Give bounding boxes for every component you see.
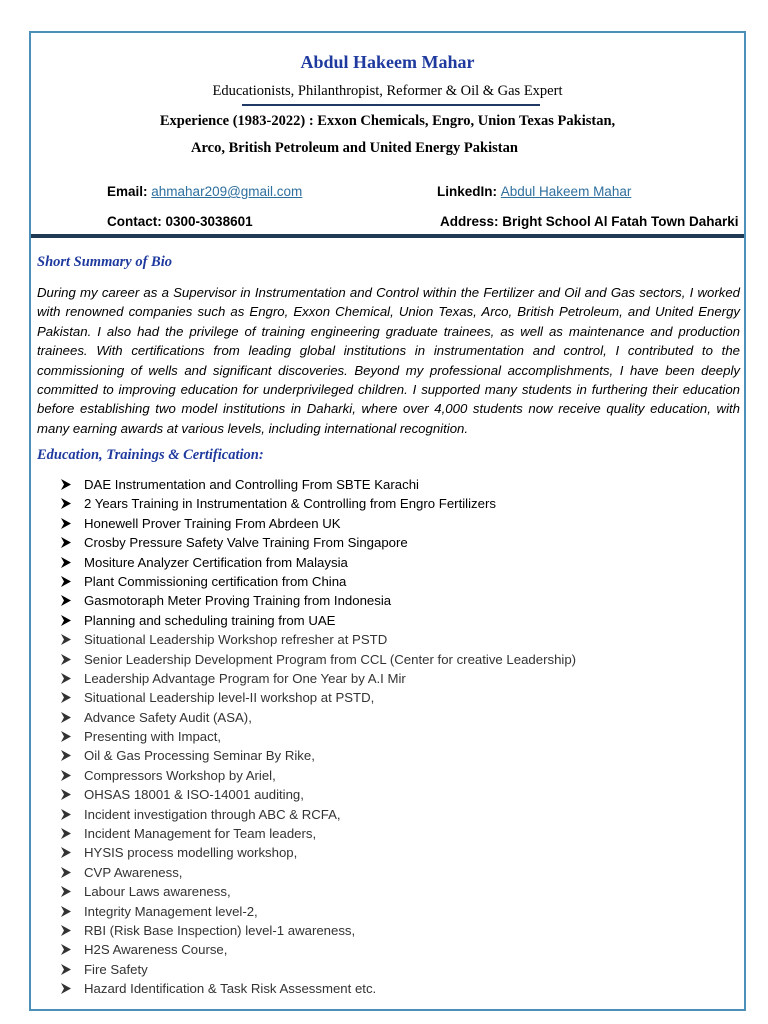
email-row [107,184,302,199]
education-list-item [60,572,576,591]
education-list-item [60,940,576,959]
education-list-item [60,882,576,901]
arrow-bullet-icon [60,766,72,785]
education-item-text: Mositure Analyzer Certification from Malaysia [84,554,348,570]
arrow-bullet-icon [60,611,72,630]
education-list-item [60,785,576,804]
education-list-item [60,630,576,649]
education-item-text: Advance Safety Audit (ASA), [84,709,252,725]
contact-label: Contact: [107,214,162,229]
education-list-item [60,863,576,882]
education-item-text: Gasmotoraph Meter Proving Training from Indonesia [84,593,392,609]
email-link[interactable]: ahmahar209@gmail.com [151,184,303,199]
experience-line-1: Experience (1983-2022) : Exxon Chemicals, Engro, Union Texas Pakistan, [159,113,616,129]
arrow-bullet-icon [60,708,72,727]
education-item-text: Planning and scheduling training from UAE [84,612,336,628]
contact-value: 0300-3038601 [165,214,253,229]
education-list-item [60,650,576,669]
bio-paragraph: During my career as a Supervisor in Instrumentation and Control within the Fertilizer and Oil and Gas sectors, I worked with renowned companies such as Engro, Exxon Chemical, Union Texas, Arco, British Petroleum, and United Energy Pakistan. I also had the privilege of training engineering graduate trainees, as well as maintenance and production trainees. With certifications from leading global institutions in instrumentation and control, I contributed to the commissioning of wells and significant discoveries. Beyond my professional accomplishments, I have been deeply committed to improving education for underprivileged children. I supported many students in furthering their education before establishing two model institutions in Daharki, where over 4,000 students now receive quality education, with many earning awards at various levels, including international recognition. [37,285,740,436]
education-list-item [60,514,576,533]
education-section-title: Education, Trainings & Certification: [37,447,264,463]
arrow-bullet-icon [60,940,72,959]
arrow-bullet-icon [60,494,72,513]
education-item-text: Labour Laws awareness, [84,884,231,900]
arrow-bullet-icon [60,863,72,882]
education-item-text: RBI (Risk Base Inspection) level-1 awareness, [84,922,356,938]
arrow-bullet-icon [60,514,72,533]
arrow-bullet-icon [60,669,72,688]
education-list-item [60,960,576,979]
education-item-text: Hazard Identification & Task Risk Assessment etc. [84,981,377,997]
education-list-item [60,669,576,688]
education-list-item [60,611,576,630]
education-list-item [60,708,576,727]
education-item-text: OHSAS 18001 & ISO-14001 auditing, [84,787,304,803]
arrow-bullet-icon [60,553,72,572]
person-subtitle: Educationists, Philanthropist, Reformer & Oil & Gas Expert [212,83,563,99]
arrow-bullet-icon [60,533,72,552]
contact-row [107,214,253,229]
linkedin-label: LinkedIn: [437,184,497,199]
education-item-text: Crosby Pressure Safety Valve Training From Singapore [84,535,408,551]
linkedin-row [437,184,631,199]
education-item-text: HYSIS process modelling workshop, [84,845,298,861]
education-item-text: Oil & Gas Processing Seminar By Rike, [84,748,315,764]
bio-section-title: Short Summary of Bio [37,254,172,270]
subtitle-underline [242,104,540,106]
education-list [60,475,576,999]
education-item-text: Integrity Management level-2, [84,903,258,919]
education-list-item [60,766,576,785]
person-name: Abdul Hakeem Mahar [300,52,475,72]
education-item-text: Incident Management for Team leaders, [84,826,317,842]
arrow-bullet-icon [60,727,72,746]
education-item-text: Fire Safety [84,961,148,977]
education-item-text: Situational Leadership Workshop refresher at PSTD [84,632,388,648]
education-list-item [60,921,576,940]
education-item-text: CVP Awareness, [84,864,183,880]
education-list-item [60,843,576,862]
education-item-text: Situational Leadership level-II workshop at PSTD, [84,690,375,706]
education-list-item [60,805,576,824]
education-item-text: Compressors Workshop by Ariel, [84,767,276,783]
education-list-item [60,591,576,610]
education-item-text: 2 Years Training in Instrumentation & Controlling from Engro Fertilizers [84,496,496,512]
address-row [440,214,739,229]
header-divider [31,234,744,238]
education-list-item [60,475,576,494]
arrow-bullet-icon [60,979,72,998]
email-label: Email: [107,184,148,199]
education-list-item [60,746,576,765]
arrow-bullet-icon [60,805,72,824]
arrow-bullet-icon [60,475,72,494]
education-item-text: Incident investigation through ABC & RCFA, [84,806,341,822]
education-list-item [60,979,576,998]
education-list-item [60,824,576,843]
address-label: Address: [440,214,499,229]
arrow-bullet-icon [60,785,72,804]
arrow-bullet-icon [60,630,72,649]
arrow-bullet-icon [60,843,72,862]
education-list-item [60,727,576,746]
arrow-bullet-icon [60,591,72,610]
linkedin-link[interactable]: Abdul Hakeem Mahar [500,184,632,199]
education-list-item [60,533,576,552]
address-value: Bright School Al Fatah Town Daharki [502,214,739,229]
arrow-bullet-icon [60,921,72,940]
education-list-item [60,494,576,513]
arrow-bullet-icon [60,882,72,901]
education-list-item [60,553,576,572]
arrow-bullet-icon [60,688,72,707]
education-item-text: H2S Awareness Course, [84,942,228,958]
experience-line-2: Arco, British Petroleum and United Energy Pakistan [191,140,518,156]
arrow-bullet-icon [60,650,72,669]
education-item-text: Presenting with Impact, [84,729,222,745]
education-item-text: Leadership Advantage Program for One Year by A.I Mir [84,670,406,686]
arrow-bullet-icon [60,824,72,843]
education-item-text: DAE Instrumentation and Controlling From SBTE Karachi [84,477,419,492]
arrow-bullet-icon [60,960,72,979]
arrow-bullet-icon [60,572,72,591]
education-list-item [60,902,576,921]
education-item-text: Plant Commissioning certification from China [84,573,347,589]
arrow-bullet-icon [60,746,72,765]
education-item-text: Honewell Prover Training From Abrdeen UK [84,515,341,531]
education-item-text: Senior Leadership Development Program from CCL (Center for creative Leadership) [84,651,577,667]
arrow-bullet-icon [60,902,72,921]
education-list-item [60,688,576,707]
